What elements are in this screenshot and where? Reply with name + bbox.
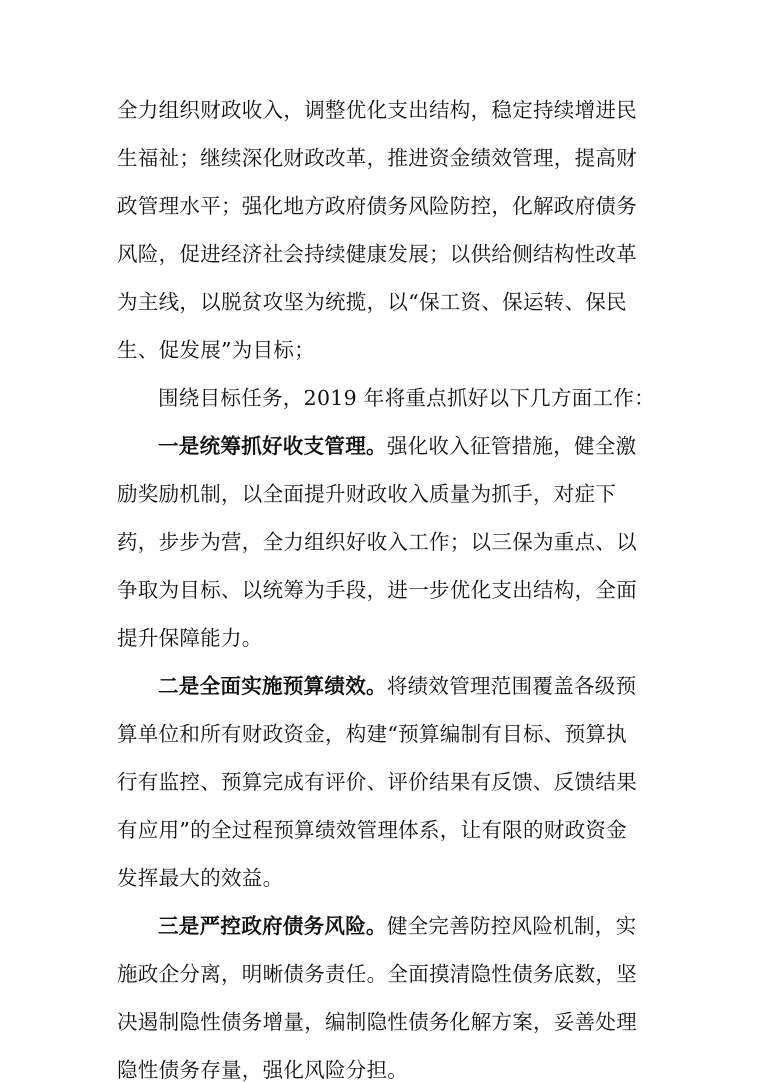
text-line: 发挥最大的效益。 [117,866,284,890]
section-heading: 三是严控政府债务风险。 [158,914,387,938]
text-run: 健全完善防控风险机制，实 [386,914,637,938]
text-line: 生福祉；继续深化财政改革，推进资金绩效管理，提高财 [117,146,637,170]
section-heading: 二是全面实施预算绩效。 [158,674,387,698]
text-line: 励奖励机制，以全面提升财政收入质量为抓手，对症下 [117,482,617,506]
text-line: 提升保障能力。 [117,626,263,650]
paragraph-first-line [158,434,636,458]
text-line: 风险，促进经济社会持续健康发展；以供给侧结构性改革 [117,242,637,266]
text-line: 行有监控、预算完成有评价、评价结果有反馈、反馈结果 [117,770,637,794]
text-line: 施政企分离，明晰债务责任。全面摸清隐性债务底数，坚 [117,962,637,986]
text-line: 全力组织财政收入，调整优化支出结构，稳定持续增进民 [117,98,637,122]
text-line: 政管理水平；强化地方政府债务风险防控，化解政府债务 [117,194,637,218]
section-heading: 一是统筹抓好收支管理。 [158,434,387,458]
text-run: 将绩效管理范围覆盖各级预 [386,674,637,698]
text-line: 围绕目标任务，2019 年将重点抓好以下几方面工作： [158,386,655,410]
text-line: 药，步步为营，全力组织好收入工作；以三保为重点、以 [117,530,637,554]
text-line: 算单位和所有财政资金，构建“预算编制有目标、预算执 [117,722,627,746]
text-line: 隐性债务存量，强化风险分担。 [117,1058,409,1082]
text-line: 有应用”的全过程预算绩效管理体系，让有限的财政资金 [117,818,627,842]
text-line: 为主线，以脱贫攻坚为统揽，以“保工资、保运转、保民 [117,290,627,314]
text-line: 生、促发展”为目标； [117,338,315,362]
paragraph-first-line [158,674,636,698]
text-line: 争取为目标、以统筹为手段，进一步优化支出结构，全面 [117,578,637,602]
paragraph-first-line [158,914,636,938]
text-line: 决遏制隐性债务增量，编制隐性债务化解方案，妥善处理 [117,1010,637,1034]
text-run: 强化收入征管措施，健全激 [386,434,637,458]
